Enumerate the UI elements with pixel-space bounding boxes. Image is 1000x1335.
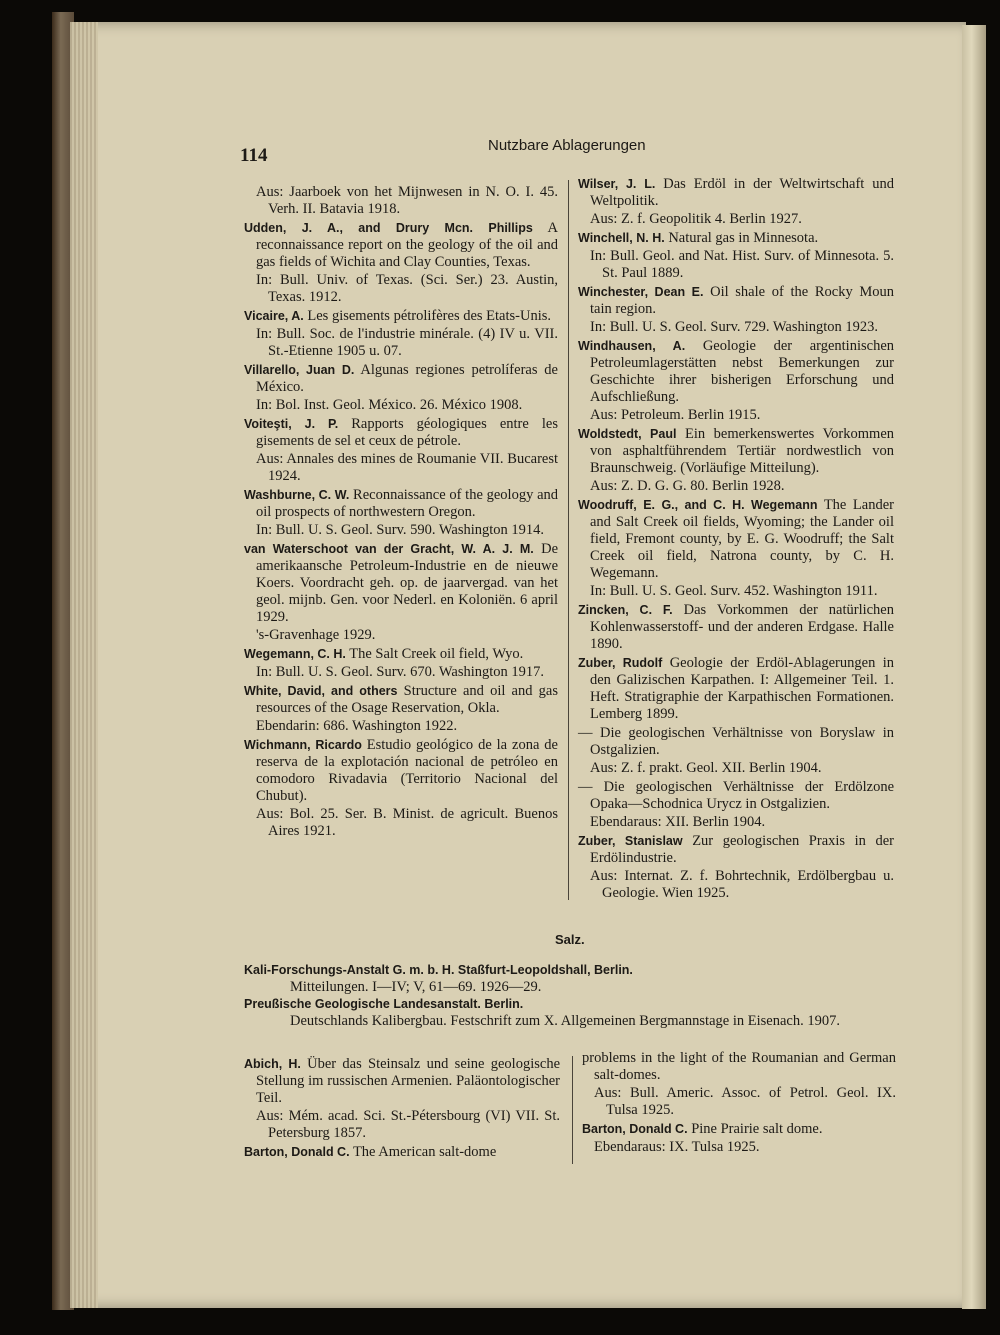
bibliography-entry — [244, 184, 558, 218]
entry-citation — [582, 1121, 896, 1138]
entry-citation — [244, 1056, 560, 1107]
bibliography-entry — [244, 683, 558, 735]
entry-citation — [244, 308, 558, 325]
bibliography-entry — [244, 541, 558, 644]
bibliography-entry — [578, 426, 894, 495]
right-column — [578, 176, 894, 904]
entry-source: Aus: Z. f. prakt. Geol. XII. Berlin 1904. — [590, 760, 822, 776]
entry-author: Wilser, J. L. — [578, 177, 656, 191]
entry-author: Kali-Forschungs-Anstalt G. m. b. H. Staßfurt-Leopoldshall, Berlin. — [244, 963, 633, 977]
entry-title: Pine Prairie salt dome. — [691, 1121, 823, 1137]
entry-citation — [578, 230, 894, 247]
entry-source: Aus: Bull. Americ. Assoc. of Petrol. Geol. IX. Tulsa 1925. — [594, 1085, 896, 1118]
entry-title: Geologie der Erdöl-Ablagerungen in den Galizischen Karpathen. I: Allgemeiner Teil. 1. Heft. Stratigraphie der Karpathischen Formationen. Lemberg 1899. — [590, 655, 894, 722]
entry-citation — [244, 487, 558, 521]
entry-author: Zincken, C. F. — [578, 603, 673, 617]
page-number: 114 — [240, 145, 268, 166]
next-page-edge — [962, 25, 986, 1309]
entry-title: Über das Steinsalz und seine geologische Stellung im russischen Armenien. Paläontologischer Teil. — [256, 1056, 561, 1106]
bibliography-entry — [578, 779, 894, 831]
entry-citation — [578, 497, 894, 582]
entry-source: In: Bull. U. S. Geol. Surv. 729. Washington 1923. — [590, 319, 879, 335]
entry-author: Barton, Donald C. — [244, 1145, 350, 1159]
salt-right-column — [582, 1050, 896, 1158]
entry-citation — [244, 1144, 560, 1161]
section-title: Salz. — [555, 932, 585, 947]
entry-title: problems in the light of the Roumanian and German salt-domes. — [582, 1050, 896, 1083]
entry-source: In: Bull. U. S. Geol. Surv. 670. Washington 1917. — [256, 664, 545, 680]
entry-author: — — [578, 725, 593, 741]
entry-source: Ebendaraus: IX. Tulsa 1925. — [594, 1139, 760, 1155]
entry-source: Aus: Z. f. Geopolitik 4. Berlin 1927. — [590, 211, 802, 227]
entry-author: Wichmann, Ricardo — [244, 738, 362, 752]
bibliography-entry — [578, 725, 894, 777]
entry-citation — [578, 602, 894, 653]
bibliography-entry — [578, 655, 894, 723]
entry-source: Aus: Mém. acad. Sci. St.-Pétersbourg (VI) VII. St. Petersburg 1857. — [256, 1108, 560, 1141]
entry-title: Geologie der argentinischen Petroleumlagerstätten nebst Bemerkungen zur Geschichte ihrer bisherigen Erforschung und Aufschließung. — [590, 338, 895, 405]
entry-author: — — [578, 779, 593, 795]
entry-author: Washburne, C. W. — [244, 488, 350, 502]
bibliography-entry — [244, 646, 558, 681]
bibliography-entry — [244, 362, 558, 414]
entry-author: Villarello, Juan D. — [244, 363, 355, 377]
entry-title: Natural gas in Minnesota. — [668, 230, 819, 246]
entry-source: In: Bull. U. S. Geol. Surv. 452. Washington 1911. — [590, 583, 878, 599]
entry-title: Reconnaissance of the geology and oil prospects of northwestern Oregon. — [256, 487, 559, 520]
entry-author: Woodruff, E. G., and C. H. Wegemann — [578, 498, 818, 512]
entry-author: Windhausen, A. — [578, 339, 686, 353]
bibliography-entry — [582, 1121, 896, 1156]
bibliography-entry — [582, 1050, 896, 1119]
entry-source: In: Bol. Inst. Geol. México. 26. México 1908. — [256, 397, 523, 413]
entry-title: Das Vorkommen der natürlichen Kohlenwasserstoff- und der anderen Erdgase. Halle 1890. — [590, 602, 894, 652]
left-column — [244, 184, 558, 842]
entry-source: Aus: Jaarboek von het Mijnwesen in N. O. I. 45. Verh. II. Batavia 1918. — [256, 184, 558, 217]
entry-source: Aus: Z. D. G. G. 80. Berlin 1928. — [590, 478, 785, 494]
entry-author: Abich, H. — [244, 1057, 301, 1071]
entry-citation — [578, 338, 894, 406]
entry-source: 's-Gravenhage 1929. — [256, 627, 376, 643]
column-divider-lower — [572, 1056, 573, 1164]
entry-citation — [578, 284, 894, 318]
bibliography-entry — [578, 176, 894, 228]
entry-source: In: Bull. Geol. and Nat. Hist. Surv. of Minnesota. 5. St. Paul 1889. — [590, 248, 894, 281]
entry-author: Preußische Geologische Landesanstalt. Berlin. — [244, 997, 524, 1011]
entry-title: Les gisements pétrolifères des Etats-Unis. — [307, 308, 552, 324]
entry-citation — [578, 725, 894, 759]
entry-author: Winchester, Dean E. — [578, 285, 704, 299]
entry-citation — [244, 362, 558, 396]
entry-author: Winchell, N. H. — [578, 231, 665, 245]
entry-citation — [578, 426, 894, 477]
entry-title: De amerikaansche Petroleum-Industrie en de nieuwe Koers. Voordracht geh. op. de jaarvergad. van het geol. mijnb. Gen. voor Nederl. en Koloniën. 6 april 1929. — [256, 541, 559, 625]
entry-source: Aus: Bol. 25. Ser. B. Minist. de agricult. Buenos Aires 1921. — [256, 806, 558, 839]
entry-citation — [582, 1050, 896, 1084]
bibliography-entry — [578, 833, 894, 902]
entry-title: Ein bemerkenswertes Vorkommen von asphaltführendem Tertiär nordwestlich von Braunschweig. (Vorläufige Mitteilung). — [590, 426, 895, 476]
entry-title: A reconnaissance report on the geology of the oil and gas fields of Wichita and Clay Counties, Texas. — [256, 220, 559, 270]
bibliography-entry — [578, 497, 894, 600]
entry-title: The Salt Creek oil field, Wyo. — [349, 646, 524, 662]
entry-author: Zuber, Stanislaw — [578, 834, 683, 848]
bibliography-entry — [578, 230, 894, 282]
entry-title: The American salt-dome — [352, 1144, 497, 1160]
entry-citation — [244, 416, 558, 450]
entry-citation — [244, 737, 558, 805]
entry-source: Deutschlands Kalibergbau. Festschrift zum X. Allgemeinen Bergmannstage in Eisenach. 1907. — [290, 1013, 840, 1029]
entry-source: Aus: Annales des mines de Roumanie VII. Bucarest 1924. — [256, 451, 558, 484]
entry-title: Algunas regiones petrolíferas de México. — [256, 362, 558, 395]
entry-source: Aus: Petroleum. Berlin 1915. — [590, 407, 761, 423]
entry-author: Wegemann, C. H. — [244, 647, 346, 661]
bibliography-entry — [244, 1144, 560, 1161]
entry-source: Ebendaraus: XII. Berlin 1904. — [590, 814, 766, 830]
entry-source: Aus: Internat. Z. f. Bohrtechnik, Erdölbergbau u. Geologie. Wien 1925. — [590, 868, 894, 901]
salt-left-column — [244, 1056, 560, 1163]
entry-title: Das Erdöl in der Weltwirtschaft und Weltpolitik. — [590, 176, 895, 209]
salt-full-width-refs — [244, 962, 894, 1030]
entry-author: Vicaire, A. — [244, 309, 304, 323]
entry-author: Udden, J. A., and Drury Mcn. Phillips — [244, 221, 533, 235]
entry-citation — [578, 655, 894, 723]
bibliography-entry — [244, 416, 558, 485]
entry-citation — [578, 833, 894, 867]
bibliography-entry — [578, 602, 894, 653]
entry-source: Ebendarin: 686. Washington 1922. — [256, 718, 458, 734]
entry-citation — [578, 779, 894, 813]
bibliography-entry — [244, 1056, 560, 1142]
running-head: Nutzbare Ablagerungen — [488, 137, 646, 154]
column-divider — [568, 180, 569, 900]
entry-title: Structure and oil and gas resources of the Osage Reservation, Okla. — [256, 683, 558, 716]
bibliography-entry — [578, 284, 894, 336]
page-stack-edge — [70, 22, 98, 1308]
bibliography-entry — [244, 737, 558, 840]
entry-source: Mitteilungen. I—IV; V, 61—69. 1926—29. — [290, 979, 542, 995]
entry-title: Die geologischen Verhältnisse der Erdölzone Opaka—Schodnica Urycz in Ostgalizien. — [590, 779, 895, 812]
entry-source: In: Bull. Univ. of Texas. (Sci. Ser.) 23. Austin, Texas. 1912. — [256, 272, 558, 305]
entry-title: Zur geologischen Praxis in der Erdölindustrie. — [590, 833, 895, 866]
entry-title: Estudio geológico de la zona de reserva de la explotación nacional de petróleo en comodoro Rivadavia (Territorio Nacional del Chubut). — [256, 737, 558, 804]
entry-citation — [244, 541, 558, 626]
entry-title: Oil shale of the Rocky Moun tain region. — [590, 284, 894, 317]
entry-citation — [244, 646, 558, 663]
bibliography-entry — [578, 338, 894, 424]
entry-citation — [578, 176, 894, 210]
entry-title: The Lander and Salt Creek oil fields, Wyoming; the Lander oil field, Fremont county, by E. G. Woodruff; the Salt Creek oil field, Natrona county, by C. H. Wegemann. — [590, 497, 894, 581]
entry-author: Woldstedt, Paul — [578, 427, 677, 441]
bibliography-entry — [244, 220, 558, 306]
bibliography-entry — [244, 487, 558, 539]
entry-author: Zuber, Rudolf — [578, 656, 663, 670]
entry-citation — [244, 683, 558, 717]
entry-source: In: Bull. U. S. Geol. Surv. 590. Washington 1914. — [256, 522, 545, 538]
bibliography-entry — [244, 308, 558, 360]
entry-author: Barton, Donald C. — [582, 1122, 688, 1136]
entry-author: White, David, and others — [244, 684, 398, 698]
entry-citation — [244, 220, 558, 271]
entry-source: In: Bull. Soc. de l'industrie minérale. (4) IV u. VII. St.-Etienne 1905 u. 07. — [256, 326, 558, 359]
entry-author: van Waterschoot van der Gracht, W. A. J. M. — [244, 542, 534, 556]
entry-title: Die geologischen Verhältnisse von Boryslaw in Ostgalizien. — [590, 725, 895, 758]
entry-author: Voiteşti, J. P. — [244, 417, 339, 431]
entry-title: Rapports géologiques entre les gisements de sel et ceux de pétrole. — [256, 416, 558, 449]
